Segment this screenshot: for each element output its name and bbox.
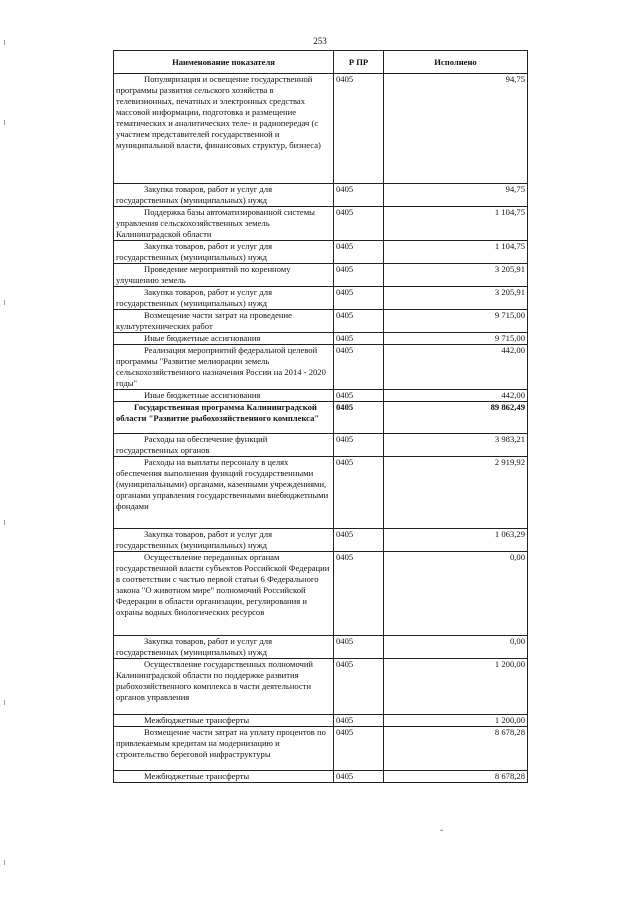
- row-name: Осуществление переданных органам государственной власти субъектов Российской Федерации в соответствии с частью первой статьи 6 Федерального закона "О животном мире" полномочий Российской Федерации в области организации, регулирования и охраны водных биологических ресурсов: [114, 552, 334, 636]
- header-value: Исполнено: [384, 51, 528, 74]
- row-name: Межбюджетные трансферты: [114, 771, 334, 783]
- table-row: [114, 184, 528, 207]
- table-row: [114, 434, 528, 457]
- header-name: Наименование показателя: [114, 51, 334, 74]
- row-value: 9 715,00: [384, 310, 528, 333]
- row-value: 2 919,92: [384, 457, 528, 529]
- row-value: 1 200,00: [384, 659, 528, 715]
- row-name: Закупка товаров, работ и услуг для государственных (муниципальных) нужд: [114, 529, 334, 552]
- row-code: 0405: [334, 552, 384, 636]
- table-row: [114, 715, 528, 727]
- row-code: 0405: [334, 264, 384, 287]
- row-value: 442,00: [384, 345, 528, 390]
- row-name: Расходы на выплаты персоналу в целях обеспечения выполнения функций государственными (муниципальными) органами, казенными учреждениями, органами управления государственными внебюджетными фондами: [114, 457, 334, 529]
- row-value: 1 104,75: [384, 207, 528, 241]
- table-row: [114, 345, 528, 390]
- row-value: 0,00: [384, 636, 528, 659]
- table-row: [114, 264, 528, 287]
- margin-tick: [4, 860, 5, 865]
- row-name: Иные бюджетные ассигнования: [114, 333, 334, 345]
- row-code: 0405: [334, 457, 384, 529]
- table-row: [114, 390, 528, 402]
- row-code: 0405: [334, 402, 384, 434]
- row-code: 0405: [334, 333, 384, 345]
- row-name: Реализация мероприятий федеральной целевой программы "Развитие мелиорации земель сельскохозяйственного назначения России на 2014 - 2020 годы": [114, 345, 334, 390]
- table-row: [114, 287, 528, 310]
- row-code: 0405: [334, 207, 384, 241]
- table-row: [114, 552, 528, 636]
- row-code: 0405: [334, 529, 384, 552]
- table-row: [114, 727, 528, 771]
- table-row: [114, 402, 528, 434]
- row-code: 0405: [334, 287, 384, 310]
- table-row: [114, 636, 528, 659]
- row-name: Возмещение части затрат на проведение культуртехнических работ: [114, 310, 334, 333]
- row-name: Возмещение части затрат на уплату процентов по привлекаемым кредитам на модернизацию и строительство береговой инфраструктуры: [114, 727, 334, 771]
- margin-tick: [4, 520, 5, 525]
- row-code: 0405: [334, 636, 384, 659]
- table-row: [114, 659, 528, 715]
- row-code: 0405: [334, 434, 384, 457]
- margin-tick: [4, 120, 5, 125]
- row-code: 0405: [334, 727, 384, 771]
- margin-tick: [4, 700, 5, 705]
- page-number: 253: [313, 36, 327, 46]
- table-row: [114, 457, 528, 529]
- row-code: 0405: [334, 771, 384, 783]
- row-value: 94,75: [384, 184, 528, 207]
- row-value: 9 715,00: [384, 333, 528, 345]
- row-name: Поддержка базы автоматизированной системы управления сельскохозяйственных земель Калининградской области: [114, 207, 334, 241]
- table-header-row: [114, 51, 528, 74]
- row-name: Иные бюджетные ассигнования: [114, 390, 334, 402]
- table-row: [114, 207, 528, 241]
- margin-tick: [4, 300, 5, 305]
- row-name: Расходы на обеспечение функций государственных органов: [114, 434, 334, 457]
- row-name: Закупка товаров, работ и услуг для государственных (муниципальных) нужд: [114, 184, 334, 207]
- left-margin-marks: [4, 0, 6, 905]
- row-code: 0405: [334, 345, 384, 390]
- table-row: [114, 333, 528, 345]
- row-code: 0405: [334, 715, 384, 727]
- table-row: [114, 529, 528, 552]
- budget-table: [113, 50, 528, 783]
- row-value: 1 200,00: [384, 715, 528, 727]
- scan-mark: ˇ: [440, 828, 443, 838]
- table-body: [114, 74, 528, 783]
- row-value: 94,75: [384, 74, 528, 184]
- row-code: 0405: [334, 390, 384, 402]
- row-code: 0405: [334, 659, 384, 715]
- row-value: 8 678,28: [384, 771, 528, 783]
- row-name: Закупка товаров, работ и услуг для государственных (муниципальных) нужд: [114, 287, 334, 310]
- row-code: 0405: [334, 310, 384, 333]
- row-value: 442,00: [384, 390, 528, 402]
- row-value: 1 104,75: [384, 241, 528, 264]
- row-name: Закупка товаров, работ и услуг для государственных (муниципальных) нужд: [114, 636, 334, 659]
- row-code: 0405: [334, 74, 384, 184]
- table-row: [114, 74, 528, 184]
- row-value: 0,00: [384, 552, 528, 636]
- row-name: Популяризация и освещение государственной программы развития сельского хозяйства в телевизионных, печатных и электронных средствах массовой информации, подготовка и размещение тематических и аналитических теле- и радиопередач (с участием представителей государственной и муниципальной власти, финансовых структур, бизнеса): [114, 74, 334, 184]
- row-name: Проведение мероприятий по коренному улучшению земель: [114, 264, 334, 287]
- row-value: 3 205,91: [384, 287, 528, 310]
- row-value: 89 862,49: [384, 402, 528, 434]
- row-code: 0405: [334, 241, 384, 264]
- row-name: Межбюджетные трансферты: [114, 715, 334, 727]
- row-value: 3 205,91: [384, 264, 528, 287]
- row-name: Закупка товаров, работ и услуг для государственных (муниципальных) нужд: [114, 241, 334, 264]
- margin-tick: [4, 40, 5, 45]
- row-value: 8 678,28: [384, 727, 528, 771]
- row-name: Осуществление государственных полномочий Калининградской области по поддержке развития рыбохозяйственного комплекса в части деятельности органов управления: [114, 659, 334, 715]
- row-value: 3 983,21: [384, 434, 528, 457]
- row-value: 1 063,29: [384, 529, 528, 552]
- table-row: [114, 771, 528, 783]
- table-row: [114, 310, 528, 333]
- row-name: Государственная программа Калининградской области "Развитие рыбохозяйственного комплекса": [114, 402, 334, 434]
- table-row: [114, 241, 528, 264]
- header-code: Р ПР: [334, 51, 384, 74]
- row-code: 0405: [334, 184, 384, 207]
